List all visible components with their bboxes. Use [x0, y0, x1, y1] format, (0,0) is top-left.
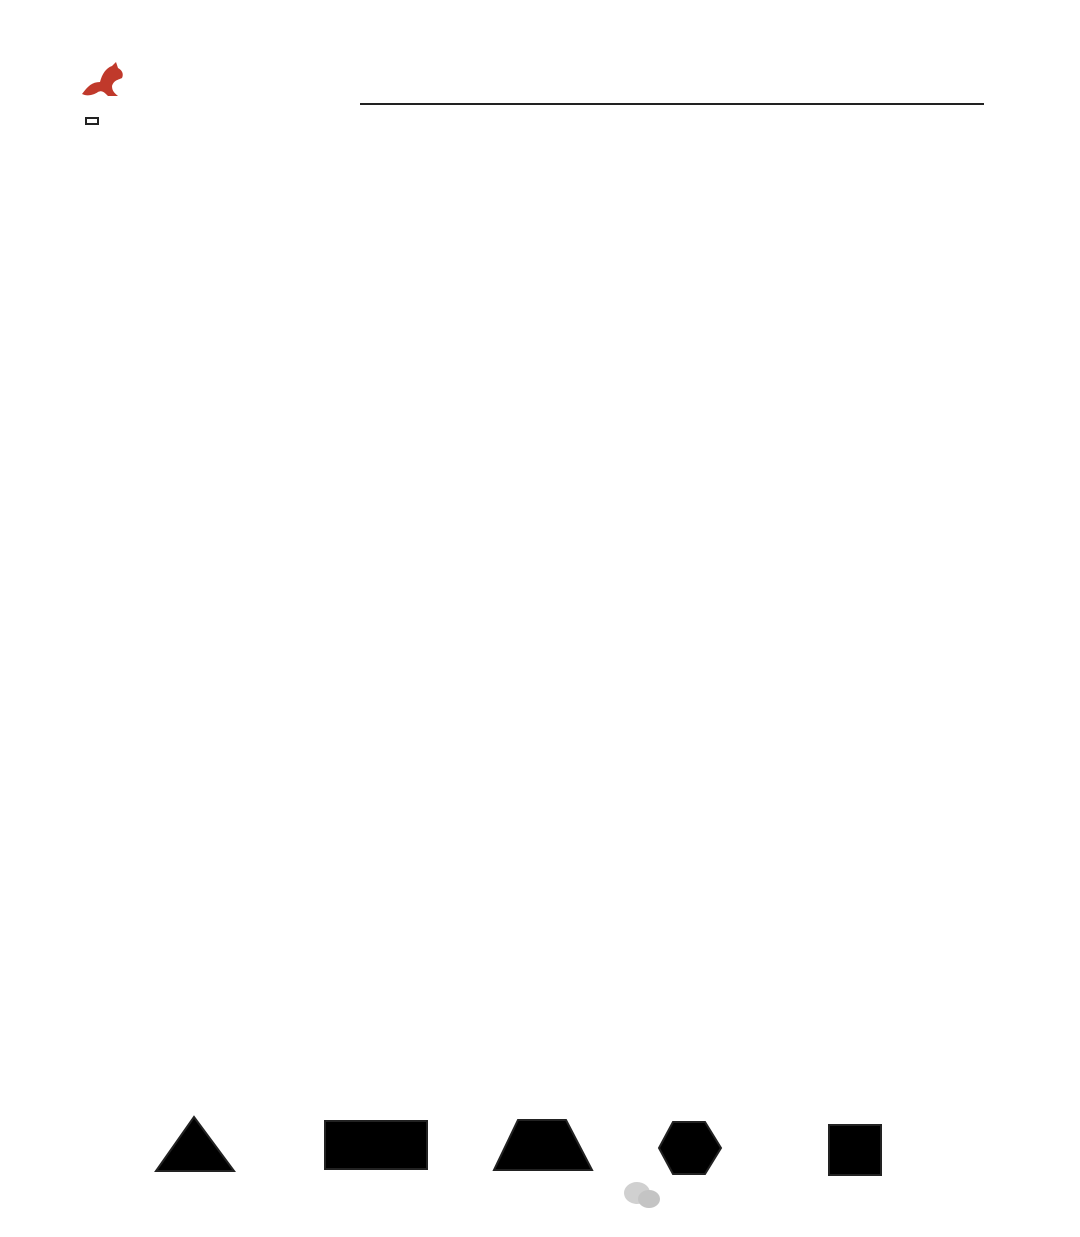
hexagon-shape — [659, 1122, 721, 1174]
rectangle-shape — [325, 1121, 427, 1169]
q3-shape-triangle[interactable] — [150, 1112, 240, 1176]
matchstick-digits — [190, 730, 870, 830]
wechat-icon — [622, 1180, 662, 1212]
q3-shape-trapezoid[interactable] — [488, 1114, 600, 1176]
points-badge — [85, 117, 99, 125]
q3-shape-rectangle[interactable] — [320, 1116, 432, 1174]
square-shape — [829, 1125, 881, 1175]
kangaroo-icon — [78, 60, 128, 100]
trapezoid-shape — [494, 1120, 592, 1170]
logo — [78, 56, 218, 100]
q3-shape-square[interactable] — [824, 1120, 886, 1180]
q3-shape-hexagon[interactable] — [655, 1118, 725, 1178]
header-rule — [360, 103, 984, 105]
triangle-shape — [156, 1117, 234, 1171]
